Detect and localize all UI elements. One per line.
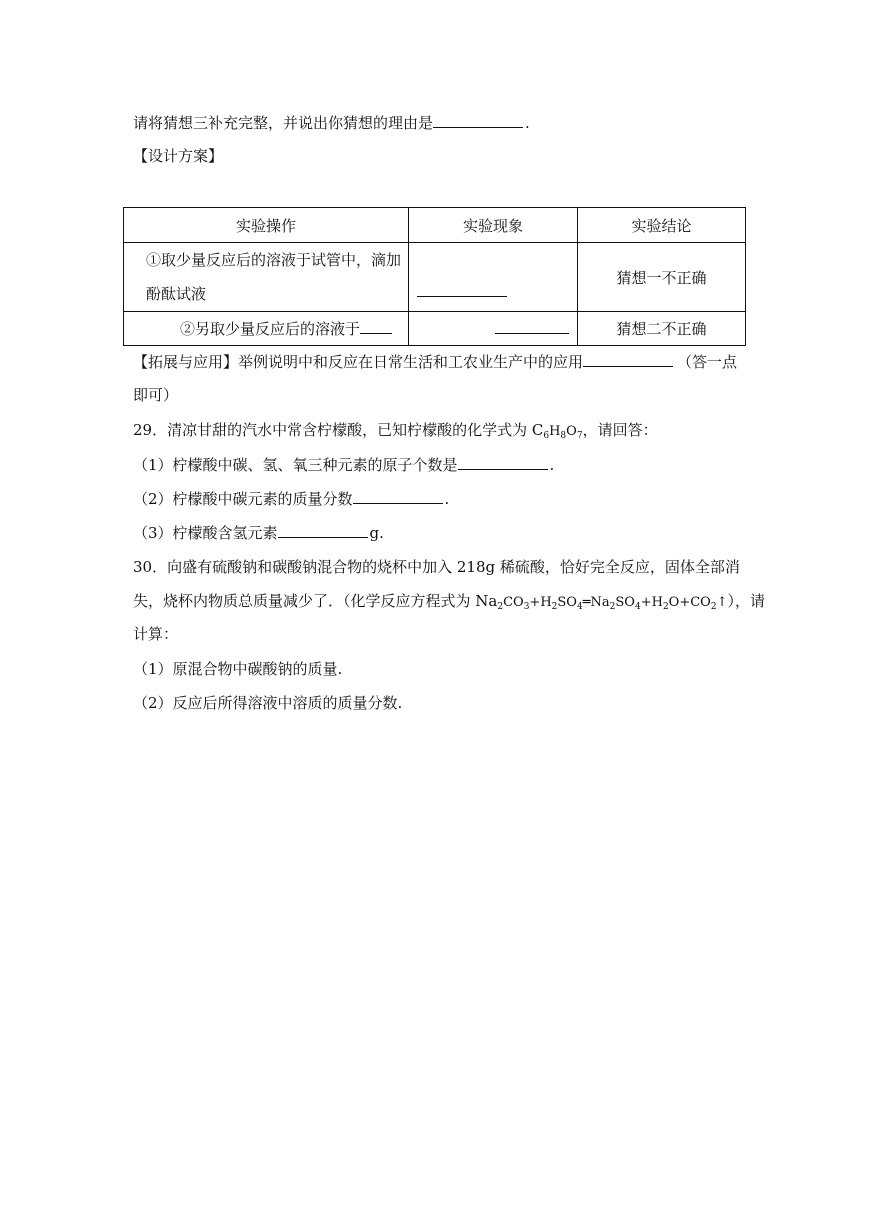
extension-line-2: 即可） xyxy=(133,386,179,404)
formula-o: O xyxy=(566,424,577,439)
answer-blank[interactable] xyxy=(433,113,523,128)
row1-phenomenon xyxy=(409,243,578,312)
table-row xyxy=(124,312,746,346)
q29-stem-text: 29．清凉甘甜的汽水中常含柠檬酸，已知柠檬酸的化学式为 C xyxy=(133,421,544,439)
row2-operation xyxy=(124,312,409,346)
chemical-equation: $_2CO_3+H_2SO_4═Na_2SO_4+H_2O+CO_2↑$ xyxy=(497,595,728,612)
q29-sub3 xyxy=(133,523,384,543)
extension-blank[interactable] xyxy=(583,352,673,367)
q29-stem-end: ，请回答： xyxy=(582,421,658,439)
q29-sub1-blank[interactable] xyxy=(458,455,548,470)
q30-line2 xyxy=(133,591,765,613)
q29-sub2 xyxy=(133,489,449,509)
q30-line2-end: ），请 xyxy=(727,592,765,610)
row2-op-text: ②另取少量反应后的溶液于 xyxy=(180,320,361,338)
row2-conclusion: 猜想二不正确 xyxy=(578,312,746,346)
experiment-table xyxy=(123,207,746,346)
q29-sub3-end: g. xyxy=(369,524,384,542)
formula-sub: 7 xyxy=(576,431,583,441)
q29-sub2-end: . xyxy=(444,490,450,508)
q29-sub3-blank[interactable] xyxy=(278,523,368,538)
q29-sub2-blank[interactable] xyxy=(353,489,443,504)
row2-phenomenon xyxy=(409,312,578,346)
intro-end: . xyxy=(525,114,530,132)
q29-sub1 xyxy=(133,455,554,475)
table-header-conclusion: 实验结论 xyxy=(578,208,746,243)
q29-stem xyxy=(133,420,658,442)
phenomenon-blank-2[interactable] xyxy=(495,319,569,334)
extension-tail: （答一点 xyxy=(677,353,738,371)
q30-line2-text: 失，烧杯内物质总质量减少了．（化学反应方程式为 Na xyxy=(133,592,498,610)
formula-sub: 8 xyxy=(560,431,567,441)
intro-text: 请将猜想三补充完整，并说出你猜想的理由是 xyxy=(133,114,434,132)
extension-line xyxy=(133,352,737,372)
phenomenon-blank[interactable] xyxy=(417,282,507,297)
formula-h: H xyxy=(549,424,561,439)
reagent-blank[interactable] xyxy=(360,319,392,334)
table-header-phenomenon: 实验现象 xyxy=(409,208,578,243)
row1-op-line2: 酚酞试液 xyxy=(146,285,207,303)
extension-text: 【拓展与应用】举例说明中和反应在日常生活和工农业生产中的应用 xyxy=(133,353,584,371)
q30-line3: 计算： xyxy=(133,625,179,643)
q29-sub3-text: （3）柠檬酸含氢元素 xyxy=(133,524,278,542)
row1-conclusion: 猜想一不正确 xyxy=(578,243,746,312)
table-row xyxy=(124,243,746,312)
q30-sub1: （1）原混合物中碳酸钠的质量. xyxy=(133,660,343,678)
formula-sub: 6 xyxy=(543,431,550,441)
row1-op-line1: ①取少量反应后的溶液于试管中，滴加 xyxy=(146,251,402,269)
q30-line1: 30．向盛有硫酸钠和碳酸钠混合物的烧杯中加入 218g 稀硫酸，恰好完全反应，固体全部消 xyxy=(133,558,740,576)
table-header-operation: 实验操作 xyxy=(124,208,409,243)
q29-sub1-text: （1）柠檬酸中碳、氢、氧三种元素的原子个数是 xyxy=(133,456,458,474)
q30-sub2: （2）反应后所得溶液中溶质的质量分数. xyxy=(133,694,403,712)
row1-operation xyxy=(124,243,409,312)
q29-sub1-end: . xyxy=(549,456,555,474)
design-heading: 【设计方案】 xyxy=(133,147,224,165)
intro-line xyxy=(133,113,530,133)
q29-sub2-text: （2）柠檬酸中碳元素的质量分数 xyxy=(133,490,353,508)
